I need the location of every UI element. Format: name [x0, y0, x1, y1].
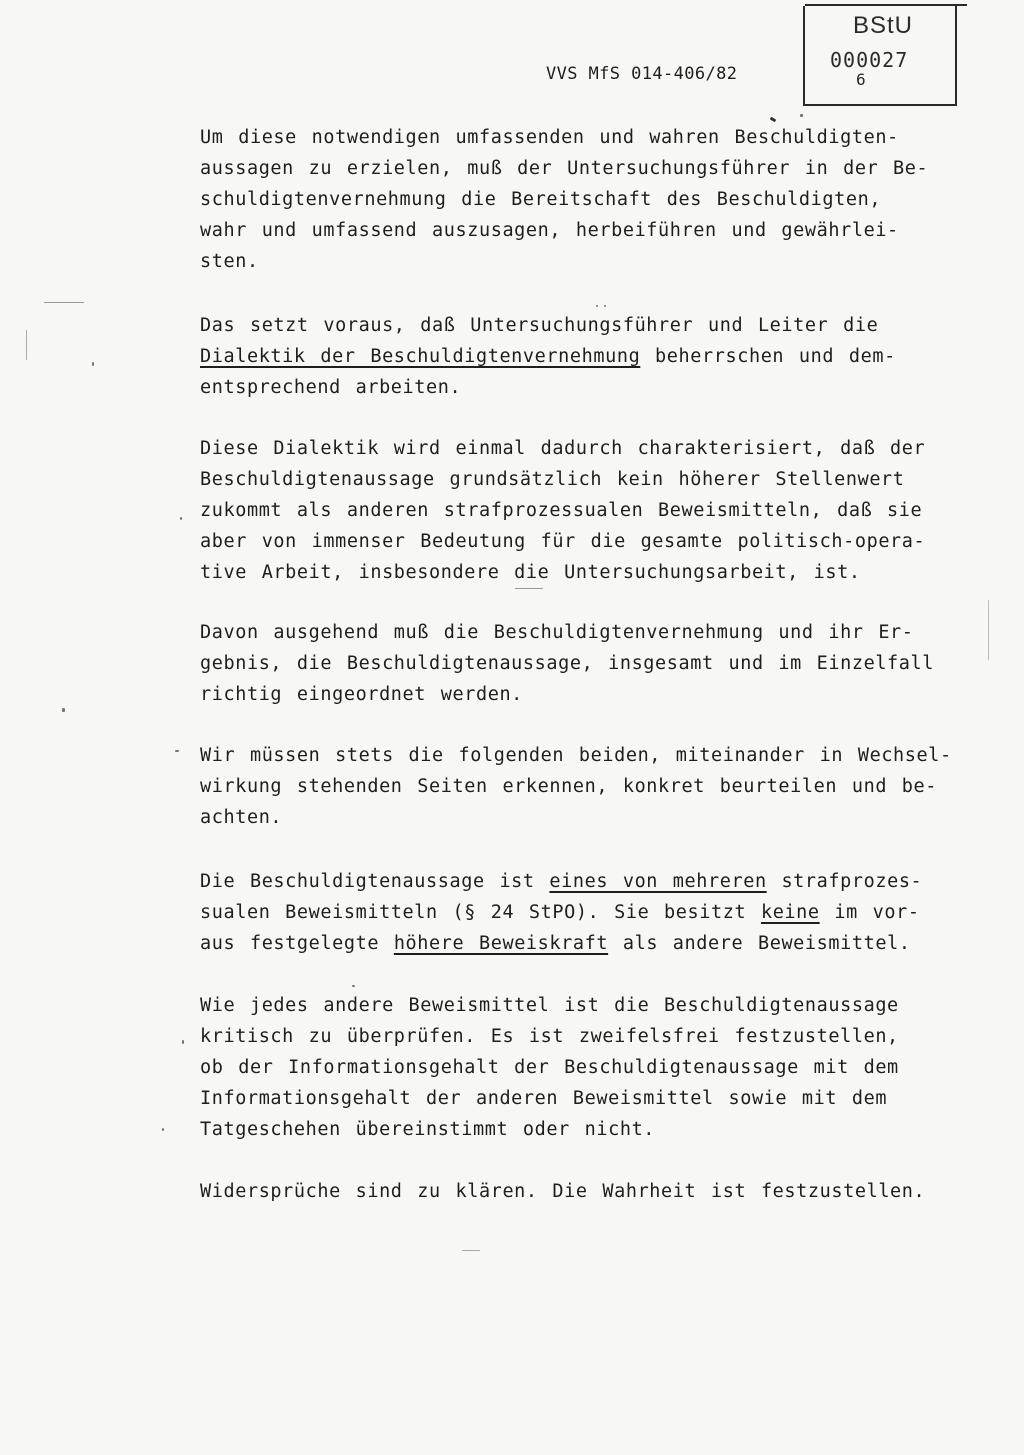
text-line: schuldigtenvernehmung die Bereitschaft des Beschuldigten,: [200, 189, 882, 210]
scan-speck: [462, 1250, 480, 1251]
scan-speck: [596, 305, 598, 307]
text-line: Beschuldigtenaussage grundsätzlich kein höherer Stellenwert: [200, 469, 905, 490]
underlined-phrase: eines von mehreren: [549, 871, 767, 892]
paragraph-5: [200, 740, 952, 833]
stamp-archive-number: 000027: [830, 48, 909, 72]
scan-speck: [800, 114, 803, 117]
text-line: entsprechend arbeiten.: [200, 377, 462, 398]
underlined-phrase: keine: [760, 902, 820, 923]
text-line: Das setzt voraus, daß Untersuchungsführer und Leiter die: [200, 315, 879, 336]
text-line: wirkung stehenden Seiten erkennen, konkret beurteilen und be-: [200, 776, 938, 797]
scan-speck: [604, 305, 606, 307]
text-line: aber von immenser Bedeutung für die gesamte politisch-opera-: [200, 531, 926, 552]
text-line: Davon ausgehend muß die Beschuldigtenvernehmung und ihr Er-: [200, 622, 914, 643]
paragraph-1: [200, 122, 928, 277]
text-line: aussagen zu erzielen, muß der Untersuchungsführer in der Be-: [200, 158, 929, 179]
scan-speck: [352, 985, 355, 987]
paragraph-8: [200, 1176, 925, 1207]
text-segment: strafprozes-: [766, 871, 923, 892]
scan-speck: [515, 588, 543, 589]
text-line: beherrschen und dem-: [640, 346, 896, 367]
scan-speck: [44, 302, 84, 303]
text-line: achten.: [200, 807, 283, 828]
document-reference: VVS MfS 014-406/82: [546, 64, 738, 84]
scan-speck: [26, 330, 27, 360]
paragraph-7: [200, 990, 899, 1145]
text-line: wahr und umfassend auszusagen, herbeiführen und gewährlei-: [200, 220, 899, 241]
text-line: zukommt als anderen strafprozessualen Beweismitteln, daß sie: [200, 500, 923, 521]
text-segment: als andere Beweismittel.: [608, 933, 911, 954]
text-line: richtig eingeordnet werden.: [200, 684, 523, 705]
text-line: Wir müssen stets die folgenden beiden, miteinander in Wechsel-: [200, 745, 952, 766]
underlined-phrase: höhere Beweiskraft: [393, 933, 609, 954]
paragraph-6: [200, 866, 922, 959]
scan-speck: [180, 517, 182, 520]
underlined-phrase: Dialektik der Beschuldigtenvernehmung: [200, 346, 641, 367]
text-line: Widersprüche sind zu klären. Die Wahrheit ist festzustellen.: [200, 1181, 926, 1202]
page-number: 6: [856, 70, 866, 89]
scan-speck: [175, 750, 179, 752]
text-line: ob der Informationsgehalt der Beschuldigtenaussage mit dem: [200, 1057, 899, 1078]
text-line: gebnis, die Beschuldigtenaussage, insgesamt und im Einzelfall: [200, 653, 935, 674]
text-line: kritisch zu überprüfen. Es ist zweifelsfrei festzustellen,: [200, 1026, 899, 1047]
text-line: Tatgeschehen übereinstimmt oder nicht.: [200, 1119, 656, 1140]
text-line: Diese Dialektik wird einmal dadurch charakterisiert, daß der: [200, 438, 926, 459]
text-segment: im vor-: [819, 902, 920, 923]
text-segment: sualen Beweismitteln (§ 24 StPO). Sie besitzt: [200, 902, 761, 923]
stamp-agency-label: BStU: [853, 12, 914, 39]
text-line: Informationsgehalt der anderen Beweismittel sowie mit dem: [200, 1088, 888, 1109]
scan-speck: [62, 708, 65, 712]
scan-speck: [182, 1040, 184, 1044]
text-line: Wie jedes andere Beweismittel ist die Beschuldigtenaussage: [200, 995, 899, 1016]
text-segment: aus festgelegte: [200, 933, 394, 954]
scan-speck: [162, 1128, 164, 1131]
text-line: tive Arbeit, insbesondere die Untersuchungsarbeit, ist.: [200, 562, 861, 583]
scan-speck: [92, 362, 94, 366]
text-line: Um diese notwendigen umfassenden und wahren Beschuldigten-: [200, 127, 899, 148]
stamp-right-edge: [955, 6, 957, 106]
text-segment: Die Beschuldigtenaussage ist: [200, 871, 550, 892]
text-line: sten.: [200, 251, 259, 272]
paragraph-2: [200, 310, 896, 403]
scan-speck: [988, 600, 989, 660]
paragraph-4: [200, 617, 934, 710]
paragraph-3: [200, 433, 925, 588]
